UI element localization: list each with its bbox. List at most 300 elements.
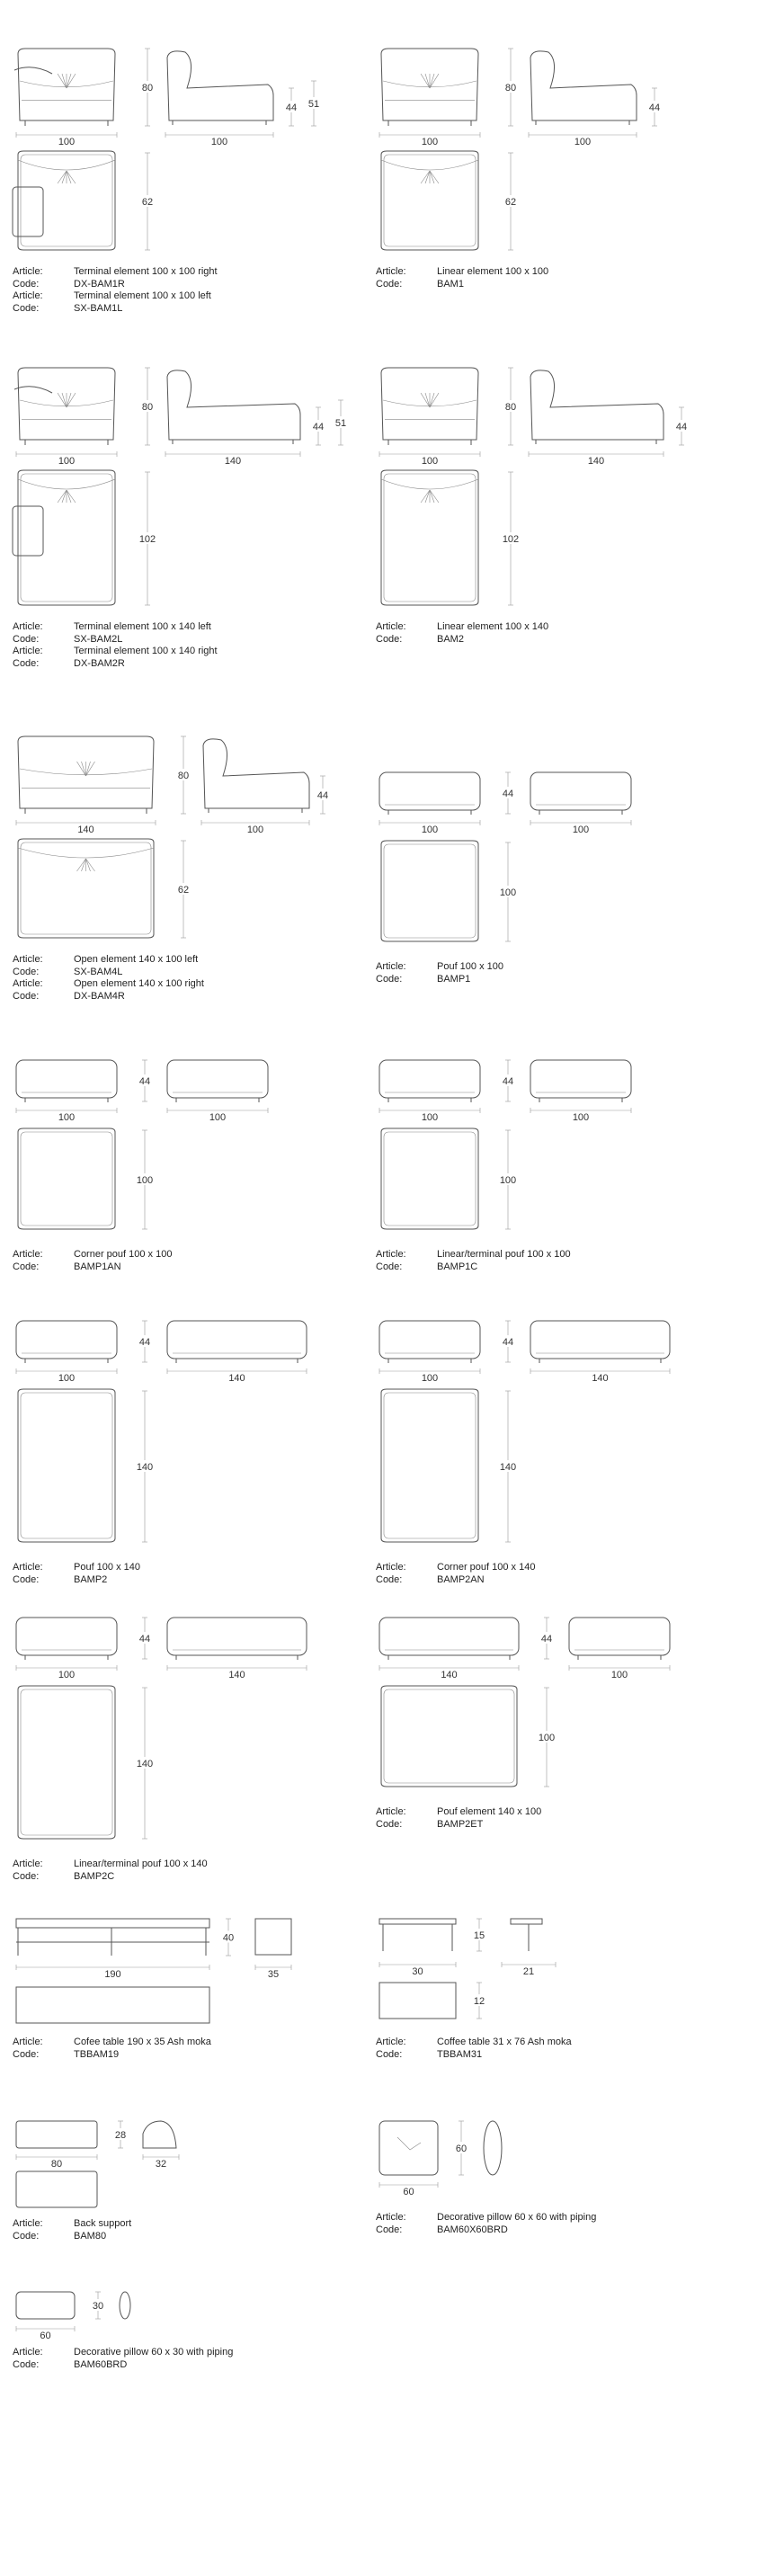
technical-drawing bbox=[13, 2288, 381, 2576]
code-value: DX-BAM1R bbox=[74, 278, 125, 290]
width-dimension: 60 bbox=[403, 2187, 414, 2197]
plan-outline bbox=[381, 841, 478, 941]
article-value: Back support bbox=[74, 2218, 132, 2229]
plan-dimension: 102 bbox=[138, 534, 156, 545]
plan-dimension: 100 bbox=[136, 1175, 154, 1186]
pouf-outline bbox=[16, 1060, 117, 1098]
fold-line bbox=[425, 74, 430, 88]
code-row bbox=[13, 1261, 172, 1274]
width-dimension: 80 bbox=[50, 2159, 63, 2170]
code-label: Code: bbox=[376, 633, 403, 645]
fold-line bbox=[421, 74, 430, 88]
fold-line bbox=[67, 490, 71, 503]
article-label: Article: bbox=[13, 954, 43, 965]
height-dimension: 44 bbox=[502, 1337, 514, 1348]
product-info bbox=[13, 954, 204, 1003]
article-value: Corner pouf 100 x 100 bbox=[74, 1249, 173, 1260]
code-row bbox=[13, 967, 204, 979]
article-label: Article: bbox=[13, 2037, 43, 2047]
height-dimension: 80 bbox=[141, 402, 154, 413]
article-label: Article: bbox=[13, 1858, 43, 1869]
article-label: Article: bbox=[376, 266, 406, 277]
plan-outline bbox=[18, 1686, 115, 1839]
plan-outline bbox=[381, 1389, 478, 1542]
article-row bbox=[376, 1249, 571, 1261]
code-value: BAM2 bbox=[437, 633, 464, 645]
article-row bbox=[13, 978, 204, 991]
code-label: Code: bbox=[13, 302, 40, 314]
code-value: BAM1 bbox=[437, 278, 464, 290]
code-value: BAMP2AN bbox=[437, 1573, 485, 1585]
product-info bbox=[376, 961, 503, 985]
armrest-outline bbox=[14, 387, 52, 393]
article-row bbox=[376, 621, 548, 634]
article-value: Corner pouf 100 x 140 bbox=[437, 1562, 536, 1573]
product-info bbox=[13, 2037, 211, 2061]
article-value: Terminal element 100 x 100 right bbox=[74, 266, 218, 277]
article-label: Article: bbox=[376, 2212, 406, 2223]
width-dimension: 140 bbox=[441, 1670, 458, 1680]
product-info bbox=[376, 1249, 571, 1273]
code-label: Code: bbox=[13, 1573, 40, 1585]
depth-dimension: 35 bbox=[267, 1969, 280, 1980]
fold-line bbox=[62, 74, 67, 88]
plan-outline bbox=[381, 1128, 478, 1229]
pillow-front bbox=[16, 2292, 75, 2319]
article-label: Article: bbox=[376, 1562, 406, 1573]
product-info bbox=[13, 2218, 131, 2242]
fold-line bbox=[67, 393, 71, 407]
article-label: Article: bbox=[376, 1806, 406, 1817]
fold-line bbox=[58, 74, 67, 88]
fold-line bbox=[430, 171, 439, 183]
product-info bbox=[376, 1806, 541, 1831]
product-info bbox=[13, 266, 218, 315]
product-info bbox=[376, 2212, 596, 2236]
fold-line bbox=[425, 490, 430, 503]
technical-drawing bbox=[13, 364, 381, 652]
height-dimension: 80 bbox=[504, 83, 517, 94]
code-label: Code: bbox=[13, 657, 40, 669]
height-dimension: 80 bbox=[504, 402, 517, 413]
plan-outline bbox=[381, 151, 478, 250]
plan-dimension: 102 bbox=[502, 534, 520, 545]
plan-inner bbox=[21, 1393, 112, 1538]
depth-dimension: 140 bbox=[228, 1670, 245, 1680]
plan-outline bbox=[381, 1686, 517, 1787]
code-label: Code: bbox=[376, 1573, 403, 1585]
fold-line bbox=[421, 490, 430, 503]
article-row bbox=[13, 2347, 233, 2359]
article-row bbox=[13, 1858, 208, 1871]
article-row bbox=[13, 266, 218, 279]
article-label: Article: bbox=[13, 646, 43, 656]
back-support-front bbox=[16, 2121, 97, 2148]
code-label: Code: bbox=[13, 2230, 40, 2242]
code-value: SX-BAM1L bbox=[74, 302, 123, 314]
fold-line bbox=[425, 393, 430, 407]
article-label: Article: bbox=[13, 1562, 43, 1573]
fold-line bbox=[77, 762, 86, 776]
pouf-outline bbox=[379, 1618, 519, 1655]
plan-dimension: 140 bbox=[136, 1462, 154, 1473]
sofa-side-outline bbox=[203, 739, 309, 808]
fold-line bbox=[421, 393, 430, 407]
code-row bbox=[376, 2049, 572, 2062]
technical-drawing bbox=[376, 2117, 744, 2405]
article-value: Open element 140 x 100 right bbox=[74, 978, 204, 989]
depth-dimension: 100 bbox=[574, 137, 592, 147]
height-dimension: 40 bbox=[222, 1932, 235, 1944]
article-label: Article: bbox=[13, 1249, 43, 1260]
code-label: Code: bbox=[376, 2224, 403, 2235]
table-plan bbox=[16, 1987, 209, 2023]
pouf-outline bbox=[167, 1618, 307, 1655]
seat-dimension: 44 bbox=[316, 790, 329, 801]
article-row bbox=[13, 954, 204, 967]
article-row bbox=[13, 2218, 131, 2231]
code-row bbox=[376, 279, 548, 291]
technical-drawing bbox=[376, 1056, 744, 1344]
height-dimension: 44 bbox=[502, 1076, 514, 1087]
code-row bbox=[376, 1574, 535, 1587]
code-label: Code: bbox=[13, 2048, 40, 2060]
fold-line bbox=[82, 762, 86, 776]
plan-dimension: 100 bbox=[538, 1733, 556, 1743]
armrest-plan bbox=[13, 506, 43, 556]
pouf-outline bbox=[569, 1618, 670, 1655]
product-info bbox=[13, 621, 218, 670]
depth-dimension: 100 bbox=[209, 1112, 227, 1123]
code-label: Code: bbox=[13, 2358, 40, 2370]
code-label: Code: bbox=[13, 990, 40, 1002]
depth-dimension: 140 bbox=[592, 1373, 609, 1384]
plan-dimension: 100 bbox=[499, 887, 517, 898]
width-dimension: 100 bbox=[421, 1373, 439, 1384]
plan-inner bbox=[21, 1689, 112, 1835]
article-value: Pouf element 140 x 100 bbox=[437, 1806, 542, 1817]
armrest-outline bbox=[14, 67, 52, 74]
article-label: Article: bbox=[13, 266, 43, 277]
code-row bbox=[376, 974, 503, 986]
article-label: Article: bbox=[13, 2218, 43, 2229]
depth-dimension: 100 bbox=[246, 824, 264, 835]
arm-dimension: 51 bbox=[334, 418, 347, 429]
depth-dimension: 100 bbox=[210, 137, 228, 147]
width-dimension: 100 bbox=[58, 137, 76, 147]
code-row bbox=[376, 1261, 571, 1274]
article-value: Linear element 100 x 140 bbox=[437, 621, 549, 632]
fold-line bbox=[86, 859, 91, 871]
depth-dimension: 100 bbox=[572, 1112, 590, 1123]
seat-dimension: 44 bbox=[648, 103, 661, 113]
height-dimension: 44 bbox=[540, 1634, 553, 1645]
code-row bbox=[13, 658, 218, 671]
product-info bbox=[376, 266, 548, 290]
height-dimension: 80 bbox=[177, 771, 190, 781]
article-row bbox=[376, 1562, 535, 1574]
pouf-outline bbox=[167, 1060, 268, 1098]
plan-fold bbox=[18, 848, 154, 858]
fold-line bbox=[58, 171, 67, 183]
plan-fold bbox=[18, 160, 115, 170]
plan-inner bbox=[384, 844, 476, 938]
article-value: Terminal element 100 x 100 left bbox=[74, 290, 211, 301]
code-label: Code: bbox=[13, 1261, 40, 1272]
plan-fold bbox=[381, 479, 478, 489]
product-info bbox=[376, 621, 548, 646]
depth-dimension: 140 bbox=[228, 1373, 245, 1384]
plan-inner bbox=[21, 842, 151, 934]
pouf-outline bbox=[379, 1060, 480, 1098]
width-dimension: 140 bbox=[77, 824, 94, 835]
article-label: Article: bbox=[13, 621, 43, 632]
plan-outline bbox=[18, 1389, 115, 1542]
width-dimension: 30 bbox=[412, 1966, 423, 1977]
code-row bbox=[13, 2359, 233, 2372]
code-label: Code: bbox=[376, 2048, 403, 2060]
armrest-plan bbox=[13, 187, 43, 236]
code-value: DX-BAM4R bbox=[74, 990, 125, 1002]
pouf-outline bbox=[530, 1060, 631, 1098]
fold-line bbox=[430, 171, 434, 183]
fold-line bbox=[82, 859, 86, 871]
code-row bbox=[13, 2049, 211, 2062]
technical-drawing bbox=[13, 1056, 381, 1344]
article-value: Pouf 100 x 140 bbox=[74, 1562, 141, 1573]
pouf-outline bbox=[379, 1321, 480, 1359]
table-plan bbox=[379, 1983, 456, 2019]
code-label: Code: bbox=[13, 1870, 40, 1882]
fold-line bbox=[67, 74, 71, 88]
plan-inner bbox=[384, 1393, 476, 1538]
code-row bbox=[13, 303, 218, 316]
fold-line bbox=[430, 74, 434, 88]
pillow-fold bbox=[397, 2137, 421, 2150]
plan-outline bbox=[18, 151, 115, 250]
depth-dimension: 140 bbox=[224, 456, 242, 467]
article-row bbox=[376, 2212, 596, 2224]
plan-dimension: 62 bbox=[141, 197, 154, 208]
article-row bbox=[376, 2037, 572, 2049]
code-row bbox=[13, 279, 218, 291]
height-dimension: 44 bbox=[502, 789, 514, 799]
article-label: Article: bbox=[376, 621, 406, 632]
code-value: SX-BAM4L bbox=[74, 966, 123, 977]
pillow-side bbox=[120, 2292, 130, 2319]
plan-fold bbox=[18, 479, 115, 489]
fold-line bbox=[430, 393, 439, 407]
height-dimension: 28 bbox=[114, 2130, 127, 2141]
technical-drawing bbox=[376, 769, 744, 1056]
fold-line bbox=[67, 171, 76, 183]
fold-line bbox=[430, 490, 434, 503]
height-dimension: 80 bbox=[141, 83, 154, 94]
article-label: Article: bbox=[376, 961, 406, 972]
table-side bbox=[511, 1919, 542, 1924]
code-value: BAMP1AN bbox=[74, 1261, 121, 1272]
width-dimension: 100 bbox=[421, 824, 439, 835]
article-label: Article: bbox=[13, 2347, 43, 2358]
technical-drawing bbox=[376, 1614, 744, 1902]
plan-dimension: 62 bbox=[504, 197, 517, 208]
fold-line bbox=[62, 171, 67, 183]
code-row bbox=[13, 1574, 140, 1587]
article-value: Terminal element 100 x 140 right bbox=[74, 646, 218, 656]
article-label: Article: bbox=[376, 2037, 406, 2047]
plan-dimension: 62 bbox=[177, 885, 190, 896]
table-side bbox=[255, 1919, 291, 1955]
pouf-outline bbox=[530, 1321, 670, 1359]
code-value: TBBAM19 bbox=[74, 2048, 120, 2060]
fold-line bbox=[430, 393, 434, 407]
article-row bbox=[13, 290, 218, 303]
code-value: DX-BAM2R bbox=[74, 657, 125, 669]
width-dimension: 100 bbox=[58, 456, 76, 467]
code-label: Code: bbox=[13, 966, 40, 977]
article-row bbox=[376, 1806, 541, 1819]
article-row bbox=[13, 1562, 140, 1574]
seat-dimension: 44 bbox=[312, 422, 325, 432]
article-value: Decorative pillow 60 x 60 with piping bbox=[437, 2212, 597, 2223]
article-label: Article: bbox=[13, 290, 43, 301]
article-value: Decorative pillow 60 x 30 with piping bbox=[74, 2347, 234, 2358]
plan-fold bbox=[381, 160, 478, 170]
fold-line bbox=[86, 762, 95, 776]
tabletop bbox=[16, 1919, 209, 1928]
fold-line bbox=[62, 393, 67, 407]
code-row bbox=[13, 1871, 208, 1884]
article-value: Terminal element 100 x 140 left bbox=[74, 621, 211, 632]
code-label: Code: bbox=[376, 278, 403, 290]
plan-inner bbox=[21, 155, 112, 246]
product-info bbox=[13, 2347, 233, 2371]
article-label: Article: bbox=[376, 1249, 406, 1260]
plan-dimension: 100 bbox=[499, 1175, 517, 1186]
height-dimension: 15 bbox=[473, 1930, 485, 1941]
height-dimension: 44 bbox=[138, 1076, 151, 1087]
fold-line bbox=[77, 859, 86, 871]
plan-inner bbox=[21, 1132, 112, 1226]
product-info bbox=[13, 1562, 140, 1586]
article-value: Linear element 100 x 100 bbox=[437, 266, 549, 277]
product-info bbox=[13, 1249, 172, 1273]
code-label: Code: bbox=[376, 1261, 403, 1272]
height-dimension: 44 bbox=[138, 1337, 151, 1348]
depth-dimension: 32 bbox=[155, 2159, 167, 2170]
fold-line bbox=[58, 490, 67, 503]
fold-line bbox=[430, 74, 439, 88]
plan-inner bbox=[384, 155, 476, 246]
fold-line bbox=[421, 171, 430, 183]
plan-inner bbox=[384, 1132, 476, 1226]
height-dimension: 60 bbox=[455, 2144, 468, 2154]
plan-dimension: 140 bbox=[499, 1462, 517, 1473]
back-support-plan bbox=[16, 2171, 97, 2207]
code-value: TBBAM31 bbox=[437, 2048, 483, 2060]
code-label: Code: bbox=[376, 973, 403, 985]
article-value: Open element 140 x 100 left bbox=[74, 954, 199, 965]
article-value: Linear/terminal pouf 100 x 140 bbox=[74, 1858, 208, 1869]
article-row bbox=[13, 646, 218, 658]
sofa-side-outline bbox=[530, 51, 637, 120]
plan-dimension: 12 bbox=[473, 1996, 485, 2007]
code-value: BAMP2 bbox=[74, 1573, 108, 1585]
code-value: BAMP1 bbox=[437, 973, 471, 985]
plan-outline bbox=[18, 1128, 115, 1229]
fold-line bbox=[67, 74, 76, 88]
pouf-outline bbox=[16, 1321, 117, 1359]
article-value: Linear/terminal pouf 100 x 100 bbox=[437, 1249, 571, 1260]
fold-line bbox=[58, 393, 67, 407]
pouf-outline bbox=[16, 1618, 117, 1655]
article-row bbox=[376, 961, 503, 974]
sofa-side-outline bbox=[530, 370, 663, 440]
width-dimension: 100 bbox=[421, 1112, 439, 1123]
fold-line bbox=[430, 490, 439, 503]
code-row bbox=[13, 634, 218, 646]
article-label: Article: bbox=[13, 978, 43, 989]
code-value: BAMP2ET bbox=[437, 1818, 484, 1830]
article-row bbox=[13, 2037, 211, 2049]
depth-dimension: 21 bbox=[522, 1966, 535, 1977]
tabletop bbox=[379, 1919, 456, 1924]
code-value: BAM60X60BRD bbox=[437, 2224, 508, 2235]
pillow-front bbox=[379, 2121, 438, 2175]
code-value: BAM80 bbox=[74, 2230, 107, 2242]
depth-dimension: 100 bbox=[610, 1670, 628, 1680]
technical-drawing bbox=[376, 364, 744, 652]
depth-dimension: 140 bbox=[587, 456, 605, 467]
fold-line bbox=[67, 171, 71, 183]
code-row bbox=[376, 634, 548, 646]
product-info bbox=[376, 2037, 572, 2061]
plan-inner bbox=[384, 1689, 514, 1783]
product-info bbox=[376, 1562, 535, 1586]
fold-line bbox=[67, 490, 76, 503]
code-row bbox=[13, 991, 204, 1003]
width-dimension: 100 bbox=[58, 1670, 76, 1680]
width-dimension: 100 bbox=[421, 456, 439, 467]
pouf-outline bbox=[167, 1321, 307, 1359]
code-row bbox=[13, 2231, 131, 2243]
article-row bbox=[13, 1249, 172, 1261]
article-value: Cofee table 190 x 35 Ash moka bbox=[74, 2037, 211, 2047]
pillow-side bbox=[484, 2121, 502, 2175]
seat-dimension: 44 bbox=[675, 422, 688, 432]
plan-outline bbox=[18, 839, 154, 938]
product-info bbox=[13, 1858, 208, 1883]
back-support-side bbox=[143, 2121, 176, 2148]
code-label: Code: bbox=[376, 1818, 403, 1830]
fold-line bbox=[67, 393, 76, 407]
width-dimension: 100 bbox=[58, 1112, 76, 1123]
fold-line bbox=[86, 762, 91, 776]
arm-dimension: 51 bbox=[307, 99, 320, 110]
code-label: Code: bbox=[13, 633, 40, 645]
plan-dimension: 140 bbox=[136, 1759, 154, 1769]
code-value: SX-BAM2L bbox=[74, 633, 123, 645]
article-value: Pouf 100 x 100 bbox=[437, 961, 504, 972]
sofa-side-outline bbox=[167, 51, 273, 120]
code-row bbox=[376, 2224, 596, 2237]
code-row bbox=[376, 1819, 541, 1832]
code-value: BAMP1C bbox=[437, 1261, 478, 1272]
height-dimension: 44 bbox=[138, 1634, 151, 1645]
sofa-side-outline bbox=[167, 370, 300, 440]
fold-line bbox=[62, 490, 67, 503]
code-value: BAMP2C bbox=[74, 1870, 115, 1882]
